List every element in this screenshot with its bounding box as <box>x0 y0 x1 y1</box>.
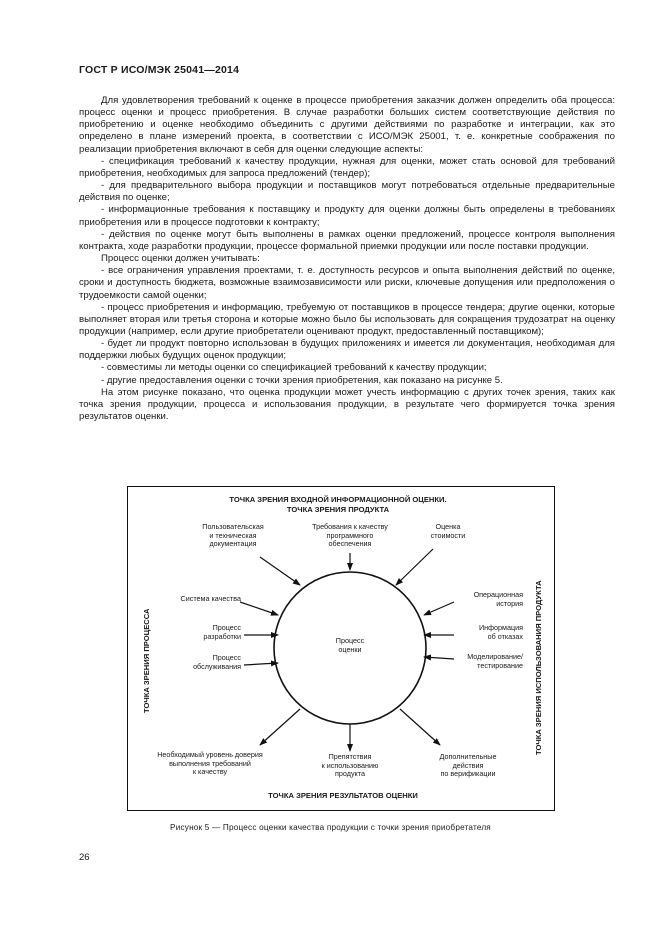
label-confidence-level: Необходимый уровень доверия выполнения требований к качеству <box>157 750 263 777</box>
paragraph: - действия по оценке могут быть выполнены в рамках оценки предложений, процессе контроля выполнения контракта, ходе разработки продукции, процессе формальной приемки продукции или после поставки продукции. <box>79 228 615 252</box>
left-side-title: ТОЧКА ЗРЕНИЯ ПРОЦЕССА <box>142 608 151 713</box>
label-user-docs: Пользовательская и техническая документация <box>202 522 264 549</box>
body-text <box>79 95 615 423</box>
paragraph: - спецификация требований к качеству продукции, нужная для оценки, может стать основой для требований приобретения, необходимых для запроса предложений (тендер); <box>79 155 615 179</box>
page-number: 26 <box>79 852 90 863</box>
label-failure-info: Информация об отказах <box>478 623 523 641</box>
label-center-process: Процесс оценки <box>335 636 365 654</box>
figure-caption: Рисунок 5 — Процесс оценки качества продукции с точки зрения приобретателя <box>170 823 491 832</box>
top-title-line1: ТОЧКА ЗРЕНИЯ ВХОДНОЙ ИНФОРМАЦИОННОЙ ОЦЕНКИ. <box>229 495 447 504</box>
top-title <box>188 495 488 514</box>
right-side-title: ТОЧКА ЗРЕНИЯ ИСПОЛЬЗОВАНИЯ ПРОДУКТА <box>534 580 543 755</box>
label-verification-actions: Дополнительные действия по верификации <box>439 752 497 779</box>
label-maintenance-process: Процесс обслуживания <box>193 653 241 671</box>
arrow-top-left <box>260 557 300 585</box>
top-title-line2: ТОЧКА ЗРЕНИЯ ПРОДУКТА <box>286 504 390 514</box>
arrow-bottom-right <box>400 709 440 745</box>
paragraph: - совместимы ли методы оценки со спецификацией требований к качеству продукции; <box>101 362 487 374</box>
paragraph: - информационные требования к поставщику и продукту для оценки должны быть определены в требованиях приобретения или в процессе подготовки к контракту; <box>79 204 615 228</box>
label-modeling-testing: Моделирование/ тестирование <box>467 652 523 670</box>
evaluation-diagram <box>127 486 555 811</box>
paragraph: - все ограничения управления проектами, т. е. доступность ресурсов и опыта выполнения действий по оценке, сроки и доступность бюджета, возможные взаимозависимости или риски, ключевые допущения или предположения о трудоемкости самой оценки; <box>79 265 615 301</box>
arrow-top-right <box>396 549 433 585</box>
document-header: ГОСТ Р ИСО/МЭК 25041—2014 <box>79 64 240 76</box>
paragraph: Процесс оценки должен учитывать: <box>101 253 260 265</box>
paragraph: - другие предоставления оценки с точки зрения приобретения, как показано на рисунке 5. <box>101 374 503 386</box>
bottom-title: ТОЧКА ЗРЕНИЯ РЕЗУЛЬТАТОВ ОЦЕНКИ <box>268 791 418 800</box>
label-cost-estimate: Оценка стоимости <box>430 522 466 540</box>
label-quality-requirements: Требования к качеству программного обеспечения <box>312 522 388 549</box>
label-quality-system: Система качества <box>180 594 241 603</box>
arrow-left-1 <box>240 602 278 615</box>
paragraph: Для удовлетворения требований к оценке в процессе приобретения заказчик должен определить оба процесса: процесс оценки и процесс приобретения. В случае разработки больших систем соответствующие действия по приобретению и оценке необходимо объединить с другими действиями по разработке и интеграции, как это определено в плане измерений проекта, в соответствии с ИСО/МЭК 25001, т. е. конкретные соображения по реализации приобретения включают в себя для оценки следующие аспекты: <box>79 95 615 155</box>
arrow-bottom-left <box>260 709 300 745</box>
label-dev-process: Процесс разработки <box>203 623 241 641</box>
paragraph: - будет ли продукт повторно использован в будущих приложениях и имеется ли документация, необходимая для поддержки любых будущих оценок продукции; <box>79 338 615 362</box>
label-obstacles: Препятствия к использованию продукта <box>321 752 379 779</box>
label-operational-history: Операционная история <box>473 590 523 608</box>
paragraph: На этом рисунке показано, что оценка продукции может учесть информацию с других точек зрения, таких как точка зрения продукции, процесса и использования продукции, в результате чего формируется точка зрения результатов оценки. <box>79 386 615 423</box>
paragraph: - для предварительного выбора продукции и поставщиков могут потребоваться отдельные предварительные действия по оценке; <box>79 180 615 204</box>
arrow-left-3 <box>244 663 278 665</box>
paragraph: - процесс приобретения и информацию, требуемую от поставщиков в процессе тендера; другие оценки, которые выполняет вторая или третья сторона и которые можно было бы использовать для сокращения трудозатрат на оценку продукции (например, если другие приобретатели оценивают продукт, предоставленный поставщиком); <box>79 301 615 337</box>
